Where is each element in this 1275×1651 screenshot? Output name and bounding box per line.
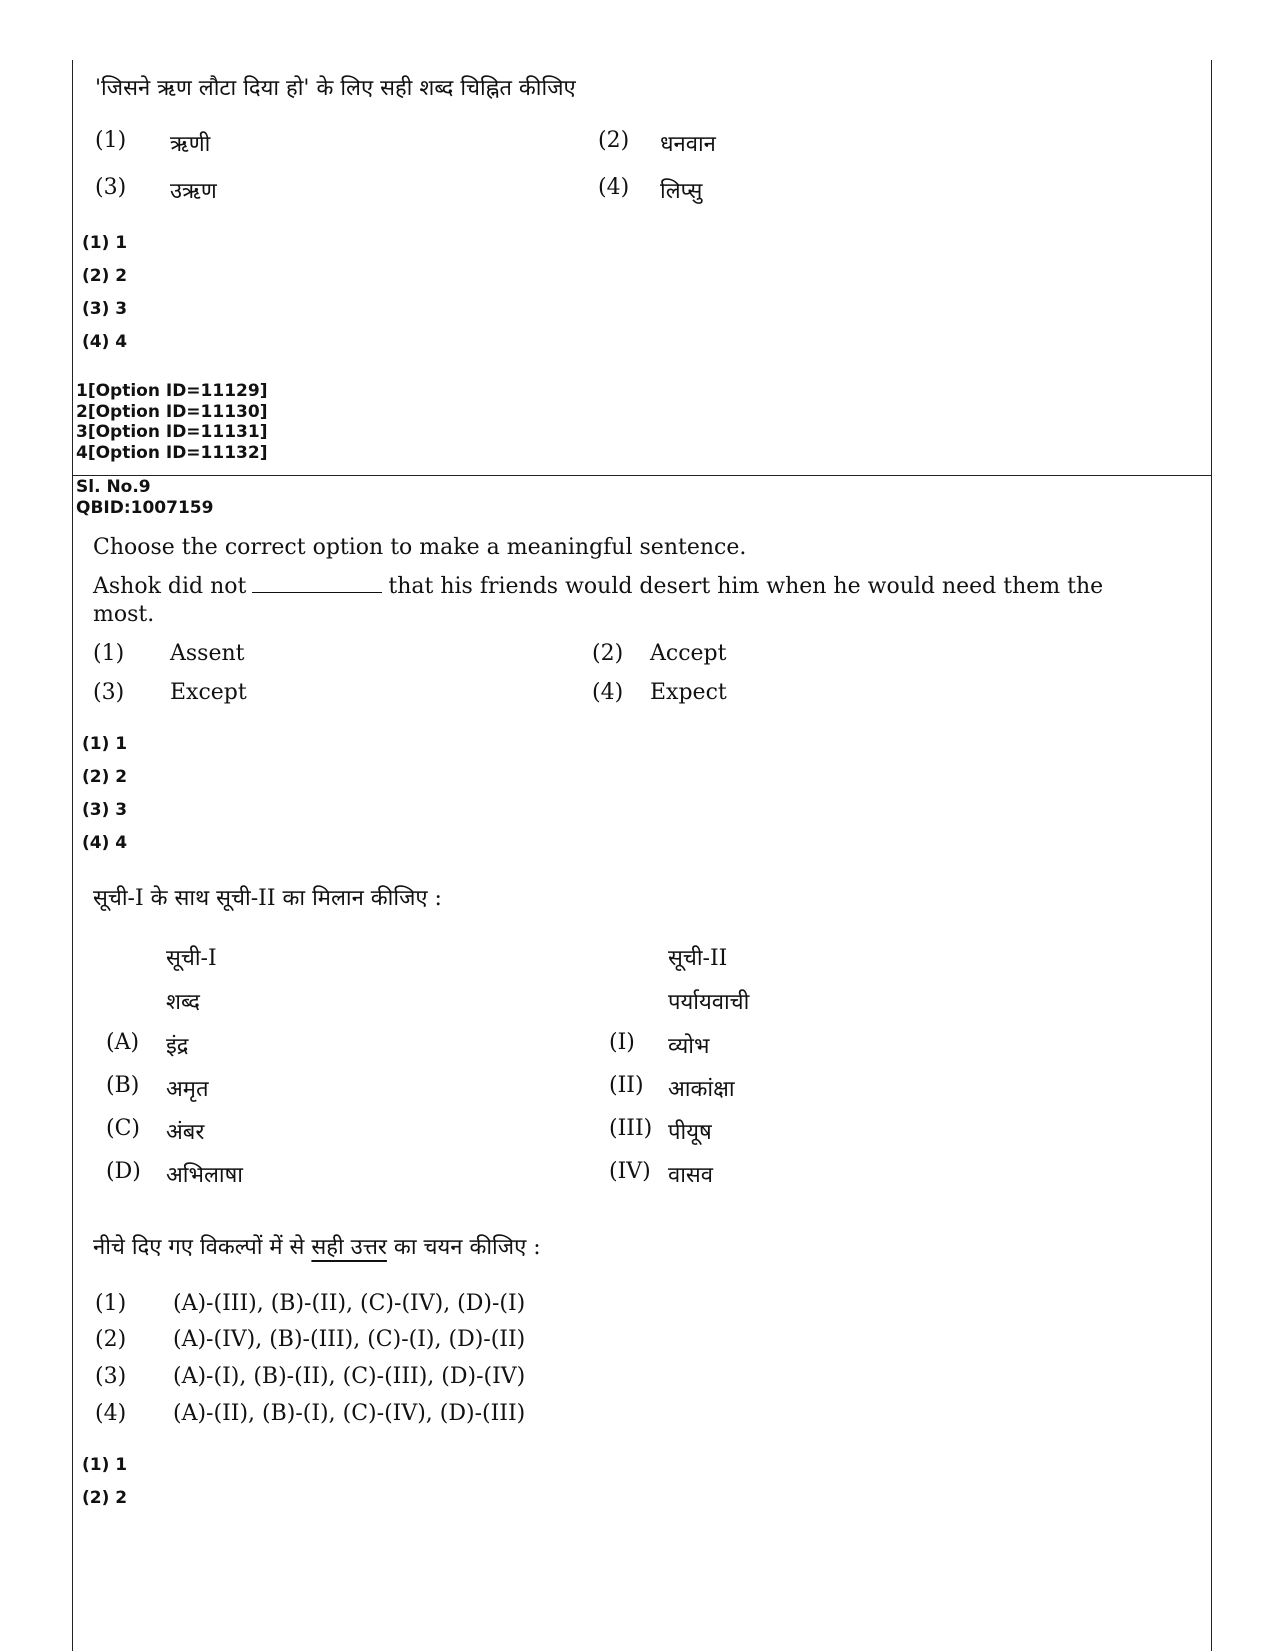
q10-row-ii-key: (II) [609,1073,644,1098]
q10-choose-instruction [93,1231,541,1261]
q10-row-d-key: (D) [106,1159,141,1184]
q10-option-4-text: (A)-(II), (B)-(I), (C)-(IV), (D)-(III) [173,1401,526,1426]
q10-row-ii-value: आकांक्षा [668,1077,735,1102]
q9-sentence-part2: that his friends would desert him when he would need them the [388,574,1104,599]
q9-option-4-text: Expect [650,680,727,705]
q10-option-1-text: (A)-(III), (B)-(II), (C)-(IV), (D)-(I) [173,1291,526,1316]
q8-option-id-3: 3[Option ID=11131] [76,422,268,442]
q10-option-1-num: (1) [95,1291,127,1316]
q10-row-iv-value: वासव [668,1163,714,1188]
q10-row-iii-value: पीयूष [668,1120,712,1145]
q8-option-id-1: 1[Option ID=11129] [76,381,268,401]
q8-answer-3: (3) 3 [82,299,128,319]
q10-list1-title: सूची-I [166,946,217,971]
q10-choose-part2: का चयन कीजिए : [386,1235,541,1260]
q9-option-1-num: (1) [93,641,125,666]
q9-instruction: Choose the correct option to make a meaningful sentence. [93,535,747,560]
q8-answer-4: (4) 4 [82,332,128,352]
q9-option-1-text: Assent [170,641,245,666]
q10-option-4-num: (4) [95,1401,127,1426]
q8-option-3-num: (3) [95,175,127,200]
q9-qbid: QBID:1007159 [76,498,214,518]
q9-option-3-num: (3) [93,680,125,705]
q9-sl-no: Sl. No.9 [76,477,151,497]
q8-option-id-4: 4[Option ID=11132] [76,443,268,463]
q10-row-i-value: व्योभ [668,1034,710,1059]
q9-option-4-num: (4) [592,680,624,705]
q8-option-3-text: उऋण [170,179,217,204]
q9-option-2-num: (2) [592,641,624,666]
q10-row-c-key: (C) [106,1116,140,1141]
q8-option-1-text: ऋणी [170,132,211,157]
question-divider [72,475,1212,476]
q8-option-4-text: लिप्सु [660,179,703,204]
q10-choose-part1: नीचे दिए गए विकल्पों में से [93,1235,312,1260]
q9-answer-1: (1) 1 [82,734,128,754]
q9-answer-2: (2) 2 [82,767,128,787]
q8-option-2-num: (2) [598,128,630,153]
q10-list2-subtitle: पर्यायवाची [668,990,750,1015]
q10-list2-title: सूची-II [668,946,728,971]
q10-option-3-text: (A)-(I), (B)-(II), (C)-(III), (D)-(IV) [173,1364,526,1389]
q10-row-iii-key: (III) [609,1116,653,1141]
q10-row-d-value: अभिलाषा [166,1163,244,1188]
q10-row-i-key: (I) [609,1030,635,1055]
q9-option-2-text: Accept [650,641,727,666]
q10-option-3-num: (3) [95,1364,127,1389]
q10-answer-2: (2) 2 [82,1488,128,1508]
q10-row-c-value: अंबर [166,1120,205,1145]
q8-answer-1: (1) 1 [82,233,128,253]
q10-row-a-value: इंद्र [166,1034,189,1059]
q10-row-iv-key: (IV) [609,1159,651,1184]
q9-sentence [93,574,1103,599]
q10-row-b-key: (B) [106,1073,140,1098]
q8-answer-2: (2) 2 [82,266,128,286]
q9-blank [252,591,382,593]
q9-answer-4: (4) 4 [82,833,128,853]
q10-question: सूची-I के साथ सूची-II का मिलान कीजिए : [93,886,442,911]
q8-option-4-num: (4) [598,175,630,200]
q8-option-id-2: 2[Option ID=11130] [76,402,268,422]
q10-row-a-key: (A) [106,1030,140,1055]
q9-sentence-end: most. [93,602,155,627]
q10-option-2-num: (2) [95,1327,127,1352]
q8-question: 'जिसने ऋण लौटा दिया हो' के लिए सही शब्द चिह्नित कीजिए [95,76,576,101]
q10-choose-underlined: सही उत्तर [311,1235,387,1260]
q9-option-3-text: Except [170,680,247,705]
q9-sentence-part1: Ashok did not [93,574,247,599]
q10-row-b-value: अमृत [166,1077,209,1102]
q8-option-1-num: (1) [95,128,127,153]
q10-option-2-text: (A)-(IV), (B)-(III), (C)-(I), (D)-(II) [173,1327,526,1352]
q10-list1-subtitle: शब्द [166,990,200,1015]
q8-option-2-text: धनवान [660,132,716,157]
q10-answer-1: (1) 1 [82,1455,128,1475]
q9-answer-3: (3) 3 [82,800,128,820]
